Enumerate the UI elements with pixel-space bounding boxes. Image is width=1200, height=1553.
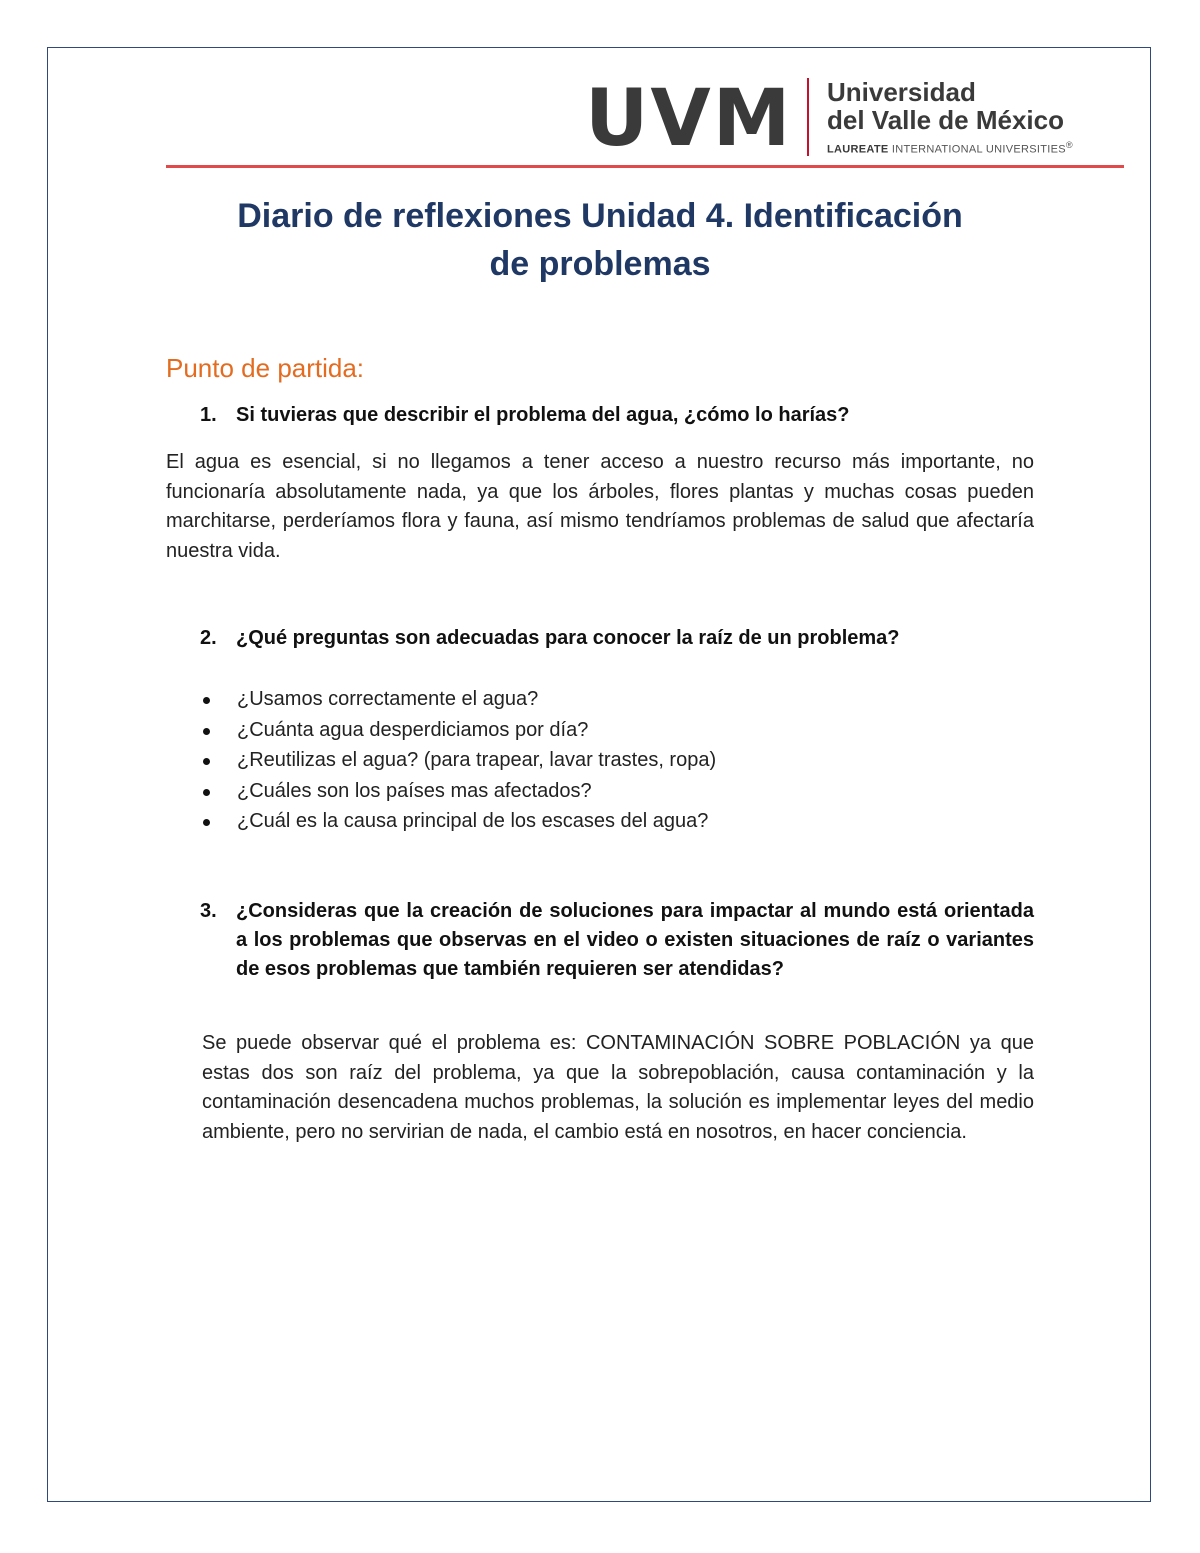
- section-heading: Punto de partida:: [166, 353, 365, 383]
- list-item: ¿Cuál es la causa principal de los escases del agua?: [200, 806, 716, 837]
- question-text: Si tuvieras que describir el problema del agua, ¿cómo lo harías?: [236, 404, 850, 426]
- list-item: ¿Usamos correctamente el agua?: [200, 684, 716, 715]
- list-item: ¿Cuánta agua desperdiciamos por día?: [200, 715, 716, 746]
- logo-tagline-mark: ®: [1065, 140, 1073, 150]
- question-number: 3.: [200, 900, 217, 922]
- answer-3: Se puede observar qué el problema es: CONTAMINACIÓN SOBRE POBLACIÓN ya que estas dos son raíz del problema, ya que la sobrepoblación, causa contaminación y la contaminación desencadena muchos problemas, la solución es implementar leyes del medio ambiente, pero no servirian de nada, el cambio está en nosotros, en hacer conciencia.: [202, 1032, 1034, 1143]
- logo-tagline-bold: LAUREATE: [827, 143, 889, 156]
- question-2-list: [200, 684, 716, 837]
- logo-university-name: [827, 78, 1064, 134]
- question-2: [200, 624, 1040, 653]
- list-item: ¿Reutilizas el agua? (para trapear, lavar trastes, ropa): [200, 745, 716, 776]
- answer-1: El agua es esencial, si no llegamos a tener acceso a nuestro recurso más importante, no funcionaría absolutamente nada, ya que los árboles, flores plantas y muchas cosas pueden marchitarse, perderíamos flora y fauna, así mismo tendríamos problemas de salud que afectaría nuestra vida.: [166, 451, 1034, 562]
- question-number: 1.: [200, 404, 217, 426]
- title-line1: Diario de reflexiones Unidad 4. Identificación: [237, 197, 963, 235]
- header-divider: [166, 165, 1124, 168]
- question-number: 2.: [200, 627, 217, 649]
- logo-tagline-rest: INTERNATIONAL UNIVERSITIES: [891, 143, 1066, 156]
- logo-mark: UVM: [585, 74, 793, 164]
- question-text: ¿Qué preguntas son adecuadas para conocer la raíz de un problema?: [236, 627, 900, 649]
- question-3: [200, 897, 1034, 984]
- logo-tagline: [827, 140, 1073, 156]
- question-1: [200, 401, 1040, 430]
- question-text: ¿Consideras que la creación de soluciones para impactar al mundo está orientada a los problemas que observas en el video o existen situaciones de raíz o variantes de esos problemas que también requieren ser atendidas?: [236, 900, 1034, 980]
- logo-name-line2: del Valle de México: [827, 105, 1064, 135]
- document-title: [150, 192, 1050, 288]
- logo-divider: [807, 78, 809, 156]
- title-line2: de problemas: [489, 245, 711, 283]
- logo-name-line1: Universidad: [827, 77, 976, 107]
- list-item: ¿Cuáles son los países mas afectados?: [200, 776, 716, 807]
- uvm-logo: [585, 74, 1095, 164]
